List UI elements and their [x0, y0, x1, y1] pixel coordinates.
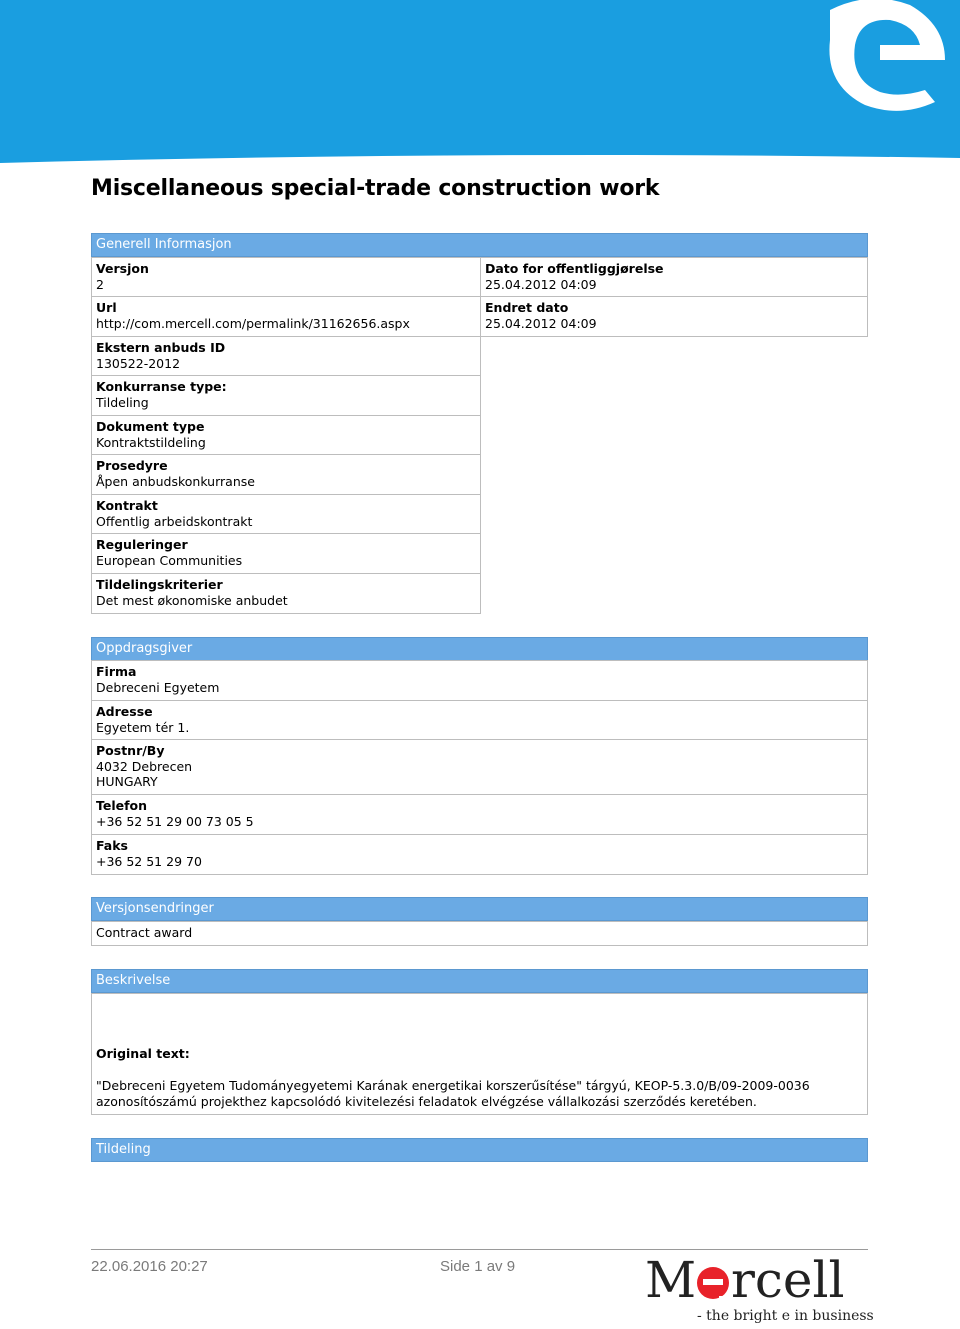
field-version-changes [91, 921, 868, 946]
section-version-changes-heading: Versjonsendringer [91, 897, 868, 921]
field-value: Det mest økonomiske anbudet [96, 592, 288, 608]
footer-divider [91, 1249, 868, 1250]
field-value: +36 52 51 29 00 73 05 5 [96, 813, 254, 829]
field-label: Dokument type [96, 419, 205, 434]
field-value: +36 52 51 29 70 [96, 853, 202, 869]
field-version [91, 257, 481, 297]
field-label: Versjon [96, 261, 149, 276]
field-value: 4032 Debrecen [96, 758, 193, 774]
field-changed-date [480, 296, 868, 337]
mercell-logo [645, 1252, 845, 1304]
field-value: 130522-2012 [96, 355, 181, 371]
field-postal [91, 739, 868, 795]
field-award-criteria [91, 573, 481, 614]
field-value: Tildeling [96, 394, 149, 410]
original-text-label: Original text: [96, 1046, 190, 1061]
field-competition-type [91, 375, 481, 416]
field-published-date [480, 257, 868, 297]
field-label: Prosedyre [96, 458, 168, 473]
logo-tagline: - the bright e in business [697, 1308, 874, 1324]
field-label: Endret dato [485, 300, 569, 315]
footer-page-number: Side 1 av 9 [440, 1258, 516, 1275]
footer-date: 22.06.2016 20:27 [91, 1258, 208, 1275]
field-value: 25.04.2012 04:09 [485, 276, 597, 292]
field-value: 2 [96, 276, 104, 292]
field-label: Konkurranse type: [96, 379, 227, 394]
field-value: Offentlig arbeidskontrakt [96, 513, 253, 529]
section-award-heading: Tildeling [91, 1138, 868, 1162]
logo-e-icon [697, 1267, 729, 1300]
logo-text-m: M [645, 1252, 697, 1304]
field-label: Ekstern anbuds ID [96, 340, 226, 355]
field-label: Reguleringer [96, 537, 188, 552]
field-value: 25.04.2012 04:09 [485, 315, 597, 331]
field-document-type [91, 415, 481, 455]
field-address [91, 700, 868, 740]
field-label: Tildelingskriterier [96, 577, 223, 592]
field-url [91, 296, 481, 337]
field-label: Firma [96, 664, 137, 679]
field-value: Kontraktstildeling [96, 434, 206, 450]
logo-text-rcell: rcell [731, 1252, 845, 1304]
field-value: Egyetem tér 1. [96, 719, 190, 735]
url-link[interactable]: http://com.mercell.com/permalink/31162656.aspx [96, 315, 410, 331]
field-external-id [91, 336, 481, 376]
description-text: "Debreceni Egyetem Tudományegyetemi Karának energetikai korszerűsítése" tárgyú, KEOP-5.3.0/B/09-2009-0036 azonosítószámú projekthez kapcsolódó kivitelezési feladatok elvégzése vállalkozási szerződés keretében. [96, 1078, 810, 1109]
field-label: Adresse [96, 704, 153, 719]
field-fax [91, 834, 868, 875]
field-regulations [91, 533, 481, 574]
field-contract [91, 494, 481, 534]
field-phone [91, 794, 868, 835]
field-value: Debreceni Egyetem [96, 679, 220, 695]
field-country: HUNGARY [96, 774, 158, 789]
field-value: Contract award [96, 925, 193, 940]
section-general-heading: Generell Informasjon [91, 233, 868, 257]
field-label: Url [96, 300, 117, 315]
field-label: Kontrakt [96, 498, 158, 513]
header-banner [0, 0, 960, 165]
document-title: Miscellaneous special-trade construction work [91, 176, 660, 201]
field-label: Postnr/By [96, 743, 165, 758]
field-company [91, 660, 868, 701]
field-procedure [91, 454, 481, 495]
field-label: Dato for offentliggjørelse [485, 261, 664, 276]
field-value: European Communities [96, 552, 243, 568]
section-buyer-heading: Oppdragsgiver [91, 637, 868, 661]
field-value: Åpen anbudskonkurranse [96, 473, 255, 489]
section-description-heading: Beskrivelse [91, 969, 868, 993]
description-body [91, 993, 868, 1115]
field-label: Telefon [96, 798, 148, 813]
field-label: Faks [96, 838, 128, 853]
